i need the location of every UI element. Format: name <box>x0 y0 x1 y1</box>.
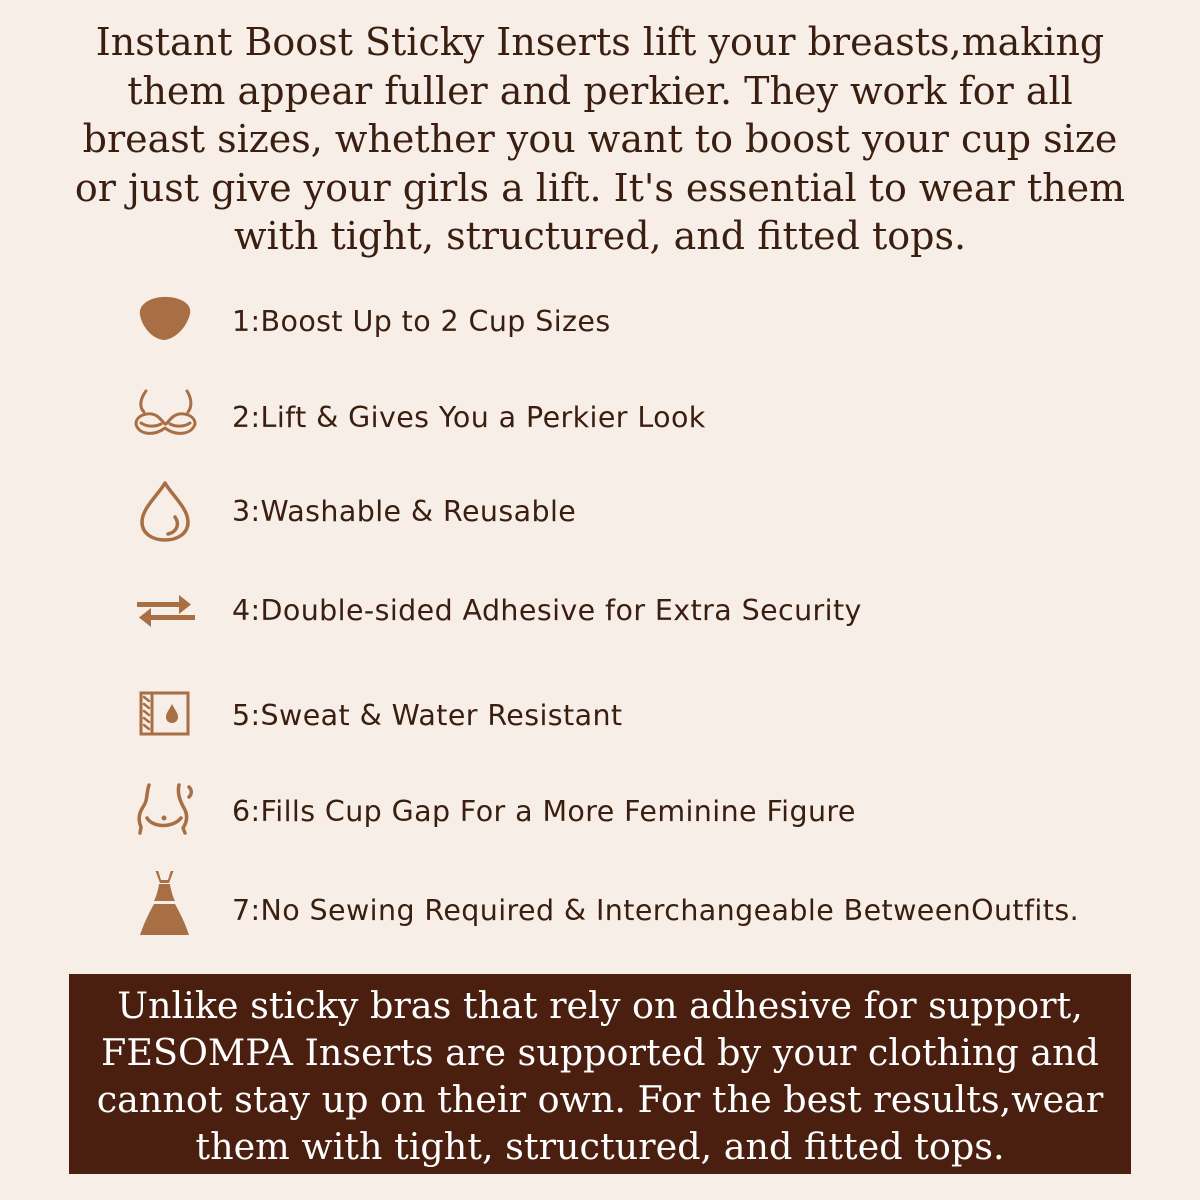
feature-label: 2:Lift & Gives You a Perkier Look <box>232 401 706 434</box>
double-arrows-icon <box>125 571 205 651</box>
feature-label: 6:Fills Cup Gap For a More Feminine Figure <box>232 795 856 828</box>
insert-pad-icon <box>125 282 205 362</box>
dress-icon <box>125 871 205 951</box>
feature-item-boost <box>0 282 1200 362</box>
feature-item-washable <box>0 472 1200 552</box>
feature-item-adhesive <box>0 571 1200 651</box>
feature-item-lift <box>0 378 1200 458</box>
feature-label: 3:Washable & Reusable <box>232 495 577 528</box>
feature-label: 1:Boost Up to 2 Cup Sizes <box>232 305 611 338</box>
feature-label: 5:Sweat & Water Resistant <box>232 699 623 732</box>
feature-label: 4:Double-sided Adhesive for Extra Security <box>232 594 862 627</box>
feature-item-figure <box>0 772 1200 852</box>
water-drop-icon <box>125 472 205 552</box>
notice-text: Unlike sticky bras that rely on adhesive for support, FESOMPA Inserts are supported by your clothing and cannot stay up on their own. For the best results,wear them with tight, structured, and fitted tops. <box>96 984 1104 1168</box>
bra-icon <box>125 378 205 458</box>
intro-paragraph: Instant Boost Sticky Inserts lift your breasts,making them appear fuller and perkier. They work for all breast sizes, whether you want to boost your cup size or just give your girls a lift. It's essential to wear them with tight, structured, and fitted tops. <box>74 20 1126 258</box>
feature-item-sweat-resistant <box>0 676 1200 756</box>
notice-banner <box>69 974 1131 1174</box>
feature-item-no-sewing <box>0 871 1200 951</box>
sweat-resistant-icon <box>125 676 205 756</box>
feature-label: 7:No Sewing Required & Interchangeable BetweenOutfits. <box>232 894 1080 927</box>
body-figure-icon <box>125 772 205 852</box>
